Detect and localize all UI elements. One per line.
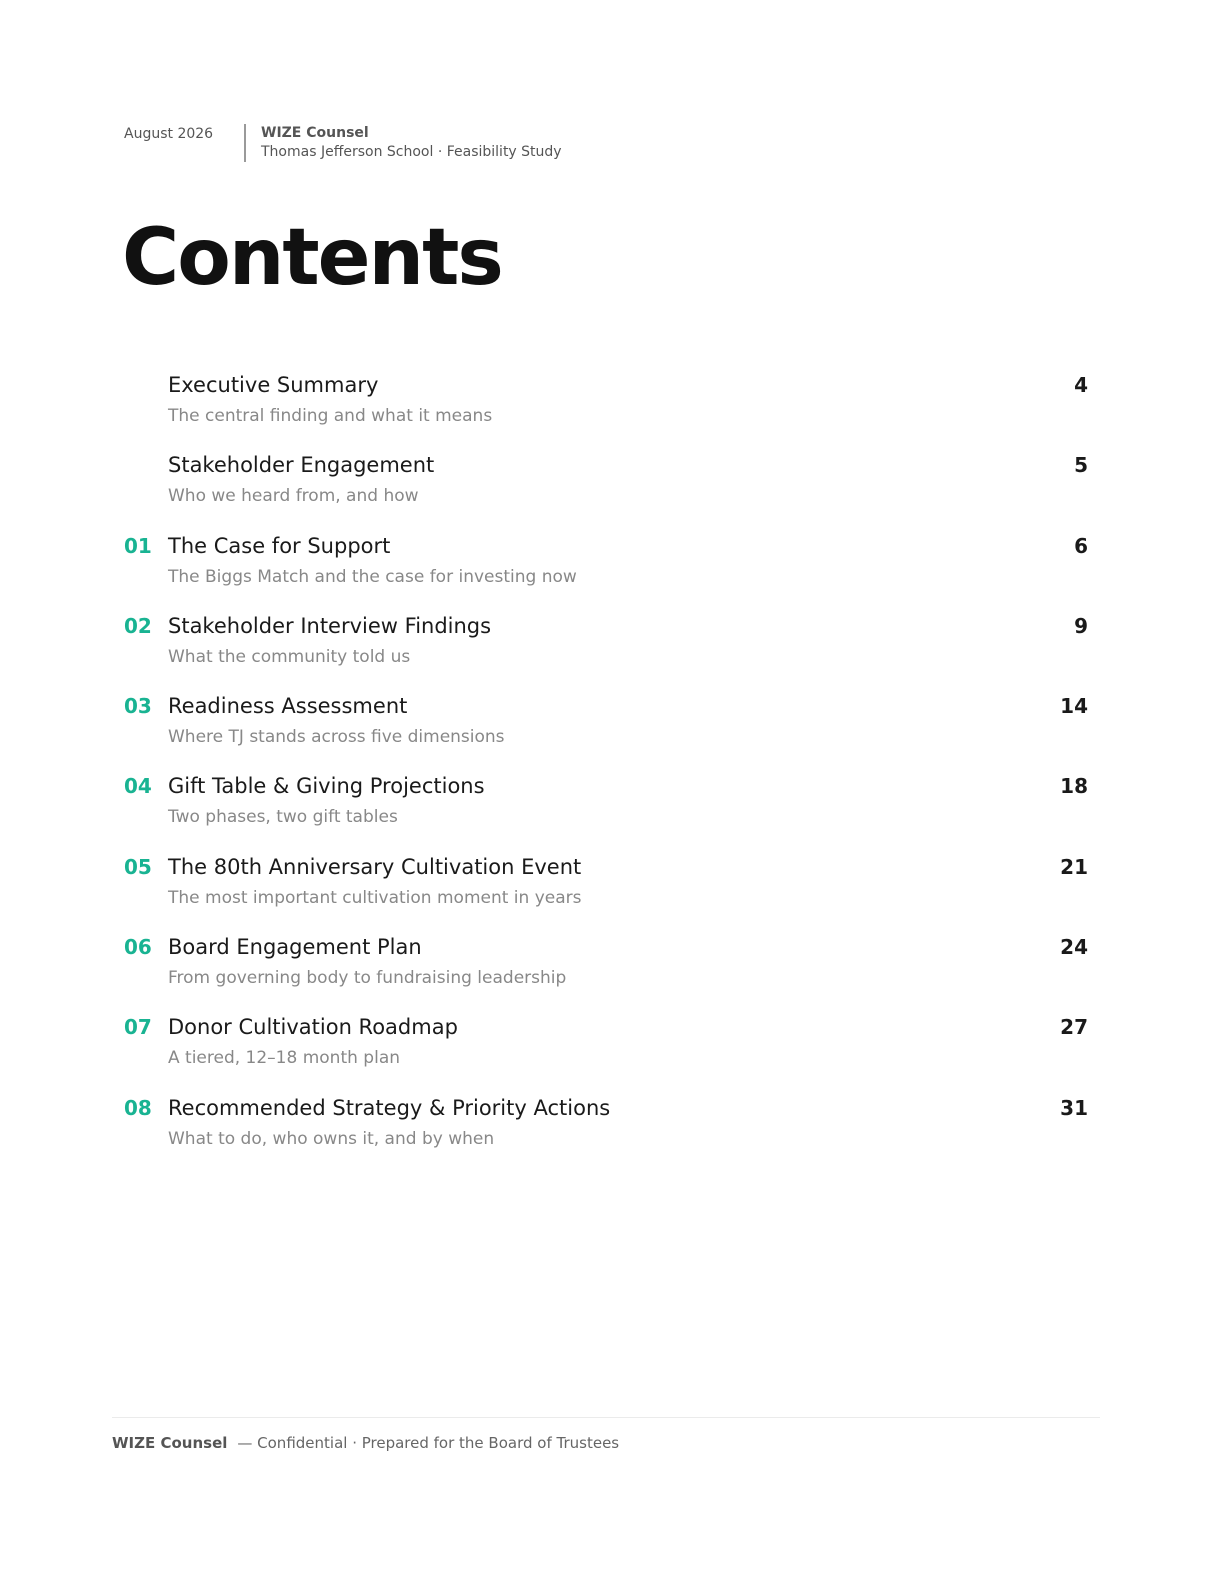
toc-entry-description: The Biggs Match and the case for investing now	[168, 566, 577, 587]
toc-entry-number: 05	[124, 854, 152, 879]
toc-entry-page: 21	[1060, 854, 1088, 879]
toc-entry-number: 03	[124, 694, 152, 719]
toc-entry-description: The central finding and what it means	[168, 406, 493, 426]
toc-entry-page: 5	[1074, 453, 1088, 478]
footer-text: — Confidential · Prepared for the Board of Trustees	[237, 1434, 620, 1452]
toc-entry-page: 27	[1060, 1015, 1088, 1040]
toc-entry-page: 6	[1074, 533, 1088, 558]
toc-entry-title: The Case for Support	[168, 533, 391, 558]
toc-entry-title: Gift Table & Giving Projections	[168, 774, 485, 799]
header-divider	[244, 124, 246, 162]
toc-entry-page: 9	[1074, 613, 1088, 638]
toc-entry-recommended-strategy[interactable]	[124, 1091, 1088, 1171]
toc-entry-interview-findings[interactable]	[124, 609, 1088, 689]
footer-divider	[112, 1417, 1100, 1418]
toc-entry-executive-summary[interactable]	[124, 368, 1088, 448]
toc-entry-anniversary-event[interactable]	[124, 850, 1088, 930]
toc-entry-title: Recommended Strategy & Priority Actions	[168, 1095, 611, 1120]
toc-entry-number: 06	[124, 935, 152, 960]
toc-entry-number: 08	[124, 1095, 152, 1120]
toc-entry-description: Who we heard from, and how	[168, 486, 419, 507]
toc-entry-title: Donor Cultivation Roadmap	[168, 1015, 458, 1040]
header-org-name: WIZE Counsel	[261, 125, 369, 141]
header-subtitle: Thomas Jefferson School · Feasibility Study	[261, 144, 562, 160]
toc-entry-stakeholder-engagement[interactable]	[124, 448, 1088, 528]
toc-entry-number: 02	[124, 613, 152, 638]
toc-entry-description: What to do, who owns it, and by when	[168, 1128, 495, 1149]
toc-entry-number: 04	[124, 774, 152, 799]
toc-entry-number: 01	[124, 533, 152, 558]
toc-entry-description: A tiered, 12–18 month plan	[168, 1048, 401, 1069]
toc-entry-page: 4	[1074, 373, 1088, 397]
toc-entry-number: 07	[124, 1015, 152, 1040]
toc-entry-cultivation-roadmap[interactable]	[124, 1010, 1088, 1090]
toc-entry-title: Stakeholder Engagement	[168, 453, 435, 478]
header-meta	[261, 124, 562, 162]
footer-org-name: WIZE Counsel	[112, 1434, 228, 1452]
toc-entry-description: The most important cultivation moment in years	[168, 887, 582, 908]
toc-entry-page: 24	[1060, 935, 1088, 960]
toc-entry-board-engagement[interactable]	[124, 930, 1088, 1010]
toc-entry-description: From governing body to fundraising leadership	[168, 968, 567, 989]
toc-entry-page: 18	[1060, 774, 1088, 799]
toc-entry-title: Executive Summary	[168, 373, 379, 397]
report-date: August 2026	[124, 126, 214, 142]
toc-entry-page: 31	[1060, 1095, 1088, 1120]
toc-entry-readiness-assessment[interactable]	[124, 689, 1088, 769]
table-of-contents	[124, 368, 1088, 1171]
document-header	[124, 124, 562, 162]
toc-entry-description: What the community told us	[168, 646, 411, 667]
toc-entry-case-for-support[interactable]	[124, 529, 1088, 609]
toc-entry-page: 14	[1060, 694, 1088, 719]
toc-entry-description: Where TJ stands across five dimensions	[168, 727, 505, 748]
toc-entry-title: Readiness Assessment	[168, 694, 408, 719]
toc-entry-title: Board Engagement Plan	[168, 935, 422, 960]
toc-entry-gift-table[interactable]	[124, 769, 1088, 849]
toc-entry-title: The 80th Anniversary Cultivation Event	[168, 854, 582, 879]
toc-entry-title: Stakeholder Interview Findings	[168, 613, 492, 638]
toc-entry-description: Two phases, two gift tables	[168, 807, 398, 828]
page-title: Contents	[122, 213, 502, 303]
page-footer	[112, 1433, 619, 1453]
